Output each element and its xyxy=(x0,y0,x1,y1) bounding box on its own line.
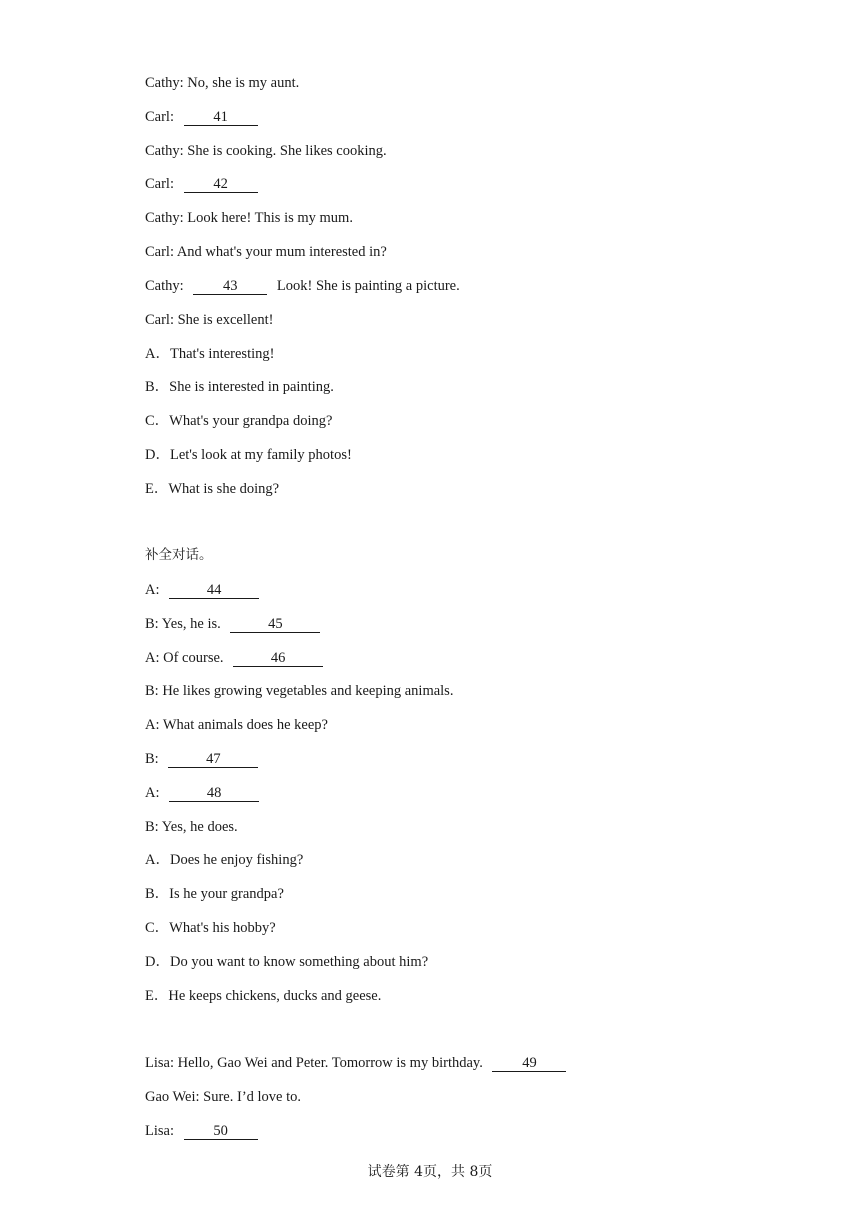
dialogue-line xyxy=(145,1054,566,1072)
speaker-label: A: xyxy=(145,582,160,598)
speaker-label: B: xyxy=(145,751,159,767)
option-a: A．Does he enjoy fishing? xyxy=(145,852,304,868)
answer-blank-48[interactable]: 48 xyxy=(169,786,259,802)
dialogue-line xyxy=(145,1122,258,1140)
dialogue-line: B: He likes growing vegetables and keeping animals. xyxy=(145,683,454,699)
option-b: B．Is he your grandpa? xyxy=(145,886,284,902)
option-c: C．What's your grandpa doing? xyxy=(145,413,333,429)
dialogue-line: A: What animals does he keep? xyxy=(145,717,328,733)
answer-blank-49[interactable]: 49 xyxy=(492,1056,566,1072)
speaker-label: Cathy: xyxy=(145,278,184,294)
answer-blank-45[interactable]: 45 xyxy=(230,617,320,633)
dialogue-line: Carl: And what's your mum interested in? xyxy=(145,244,387,260)
answer-blank-41[interactable]: 41 xyxy=(184,110,258,126)
dialogue-line: Gao Wei: Sure. I’d love to. xyxy=(145,1089,302,1105)
speaker-label: A: xyxy=(145,785,160,801)
page-footer: 试卷第 4页，共 8页 xyxy=(367,1164,493,1180)
dialogue-text: B: Yes, he is. xyxy=(145,616,221,632)
answer-blank-42[interactable]: 42 xyxy=(184,177,258,193)
answer-blank-43[interactable]: 43 xyxy=(193,279,267,295)
dialogue-line: Carl: She is excellent! xyxy=(145,312,274,328)
dialogue-line xyxy=(145,277,460,295)
option-d: D．Let's look at my family photos! xyxy=(145,447,352,463)
option-a: A．That's interesting! xyxy=(145,346,275,362)
answer-blank-47[interactable]: 47 xyxy=(168,752,258,768)
dialogue-text: A: Of course. xyxy=(145,650,224,666)
answer-blank-44[interactable]: 44 xyxy=(169,583,259,599)
option-e: E．He keeps chickens, ducks and geese. xyxy=(145,988,382,1004)
dialogue-line: B: Yes, he does. xyxy=(145,819,238,835)
option-d: D．Do you want to know something about him? xyxy=(145,954,429,970)
section-heading: 补全对话。 xyxy=(145,547,213,563)
dialogue-line xyxy=(145,581,259,599)
option-b: B．She is interested in painting. xyxy=(145,379,334,395)
dialogue-line xyxy=(145,175,258,193)
speaker-label: Lisa: xyxy=(145,1123,174,1139)
dialogue-line xyxy=(145,108,258,126)
dialogue-line: Cathy: Look here! This is my mum. xyxy=(145,210,353,226)
dialogue-line xyxy=(145,784,259,802)
dialogue-line: Cathy: She is cooking. She likes cooking. xyxy=(145,143,387,159)
dialogue-line: Cathy: No, she is my aunt. xyxy=(145,75,300,91)
dialogue-line xyxy=(145,649,323,667)
dialogue-text: Lisa: Hello, Gao Wei and Peter. Tomorrow is my birthday. xyxy=(145,1055,483,1071)
dialogue-line xyxy=(145,750,258,768)
dialogue-line xyxy=(145,615,320,633)
option-e: E．What is she doing? xyxy=(145,481,280,497)
dialogue-continuation: Look! She is painting a picture. xyxy=(276,278,460,294)
answer-blank-46[interactable]: 46 xyxy=(233,651,323,667)
option-c: C．What's his hobby? xyxy=(145,920,276,936)
speaker-label: Carl: xyxy=(145,109,174,125)
speaker-label: Carl: xyxy=(145,176,174,192)
answer-blank-50[interactable]: 50 xyxy=(184,1124,258,1140)
